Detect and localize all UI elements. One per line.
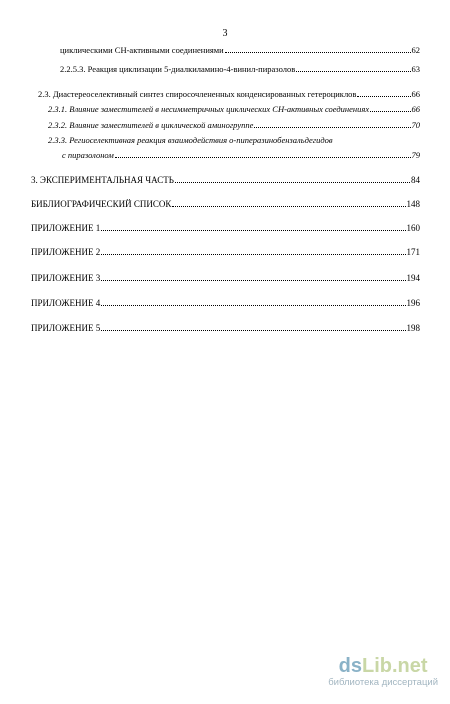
toc-leader-dots <box>101 246 405 255</box>
toc-entry-title: 3. ЭКСПЕРИМЕНТАЛЬНАЯ ЧАСТЬ <box>31 175 174 185</box>
toc-entry-page: 194 <box>406 273 420 283</box>
toc-entry-title: 2.3.2. Влияние заместителей в циклической аминогруппе <box>48 120 254 130</box>
toc-entry <box>62 149 420 161</box>
toc-entry <box>60 63 420 75</box>
toc-entry <box>31 297 420 309</box>
toc-leader-dots <box>101 222 405 231</box>
dslib-watermark <box>328 655 438 689</box>
toc-entry <box>31 272 420 284</box>
watermark-logo-lib: Lib.net <box>362 655 428 677</box>
toc-entry-page: 160 <box>406 223 420 233</box>
toc-entry <box>60 44 420 56</box>
toc-entry-page: 62 <box>411 45 420 55</box>
toc-entry-page: 198 <box>406 323 420 333</box>
toc-entry-page: 63 <box>411 64 420 74</box>
toc-entry-title: ПРИЛОЖЕНИЕ 4 <box>31 298 101 308</box>
toc-entry-page: 66 <box>411 89 420 99</box>
toc-entry <box>31 174 420 186</box>
toc-leader-dots <box>101 322 405 331</box>
watermark-subtitle: библиотека диссертаций <box>328 677 438 688</box>
toc-leader-dots <box>101 272 405 281</box>
toc-leader-dots <box>175 174 410 183</box>
toc-entry-title: ПРИЛОЖЕНИЕ 5 <box>31 323 101 333</box>
toc-entry <box>31 222 420 234</box>
toc-entry-title: 2.3. Диастереоселективный синтез спиросочлененных конденсированных гетероциклов <box>38 89 357 99</box>
toc-entry <box>38 88 420 100</box>
toc-leader-dots <box>225 44 411 53</box>
toc-entry-page: 79 <box>411 150 420 160</box>
toc-entry-title: с пиразолоном <box>62 150 114 160</box>
toc-entry-page: 66 <box>411 104 420 114</box>
toc-entry-title: ПРИЛОЖЕНИЕ 1 <box>31 223 101 233</box>
watermark-logo <box>328 655 438 677</box>
toc-entry <box>48 103 420 115</box>
toc-entry-page: 196 <box>406 298 420 308</box>
toc-leader-dots <box>254 119 410 128</box>
toc-leader-dots <box>296 63 410 72</box>
toc-entry-title: ПРИЛОЖЕНИЕ 3 <box>31 273 101 283</box>
toc-entry-page: 84 <box>411 175 420 185</box>
toc-entry-title: БИБЛИОГРАФИЧЕСКИЙ СПИСОК <box>31 199 172 209</box>
toc-entry <box>31 198 420 210</box>
toc-entry-title: 2.3.3. Региоселективная реакция взаимодействия о-пиперазинобензальдегидов <box>48 135 333 145</box>
page-number: 3 <box>222 28 228 39</box>
toc-entry-title: циклическими CH-активными соединениями <box>60 45 224 55</box>
toc-entry <box>31 322 420 334</box>
toc-entry-page: 171 <box>406 247 420 257</box>
toc-entry-page: 70 <box>411 120 420 130</box>
toc-leader-dots <box>357 88 410 97</box>
toc-entry <box>48 119 420 131</box>
toc-leader-dots <box>172 198 405 207</box>
toc-entry-title: 2.3.1. Влияние заместителей в несимметричных циклических CH-активных соединениях <box>48 104 370 114</box>
toc-entry <box>48 134 420 146</box>
toc-leader-dots <box>101 297 405 306</box>
toc-leader-dots <box>370 103 410 112</box>
toc-entry-title: ПРИЛОЖЕНИЕ 2 <box>31 247 101 257</box>
toc-entry-title: 2.2.5.3. Реакция циклизации 5-диалкиламино-4-винил-пиразолов <box>60 64 296 74</box>
toc-leader-dots <box>115 149 411 158</box>
toc-entry-page: 148 <box>406 199 420 209</box>
watermark-logo-ds: ds <box>338 655 362 677</box>
toc-entry <box>31 246 420 258</box>
